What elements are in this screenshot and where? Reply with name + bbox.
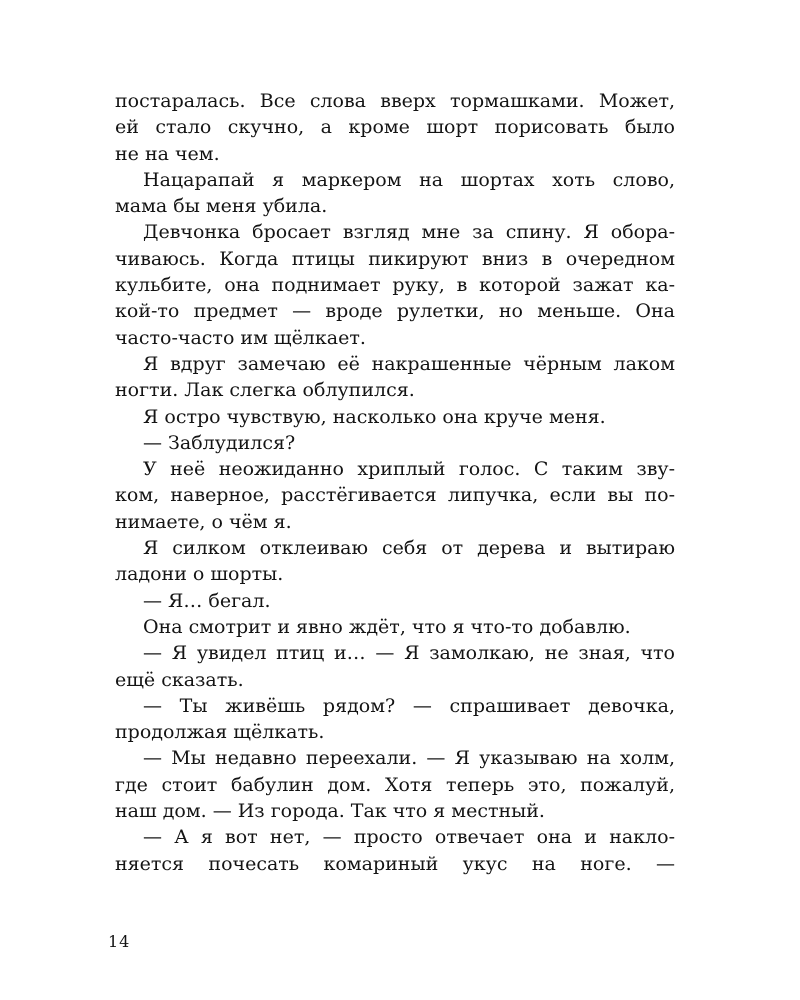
text-line: ногти. Лак слегка облупился. (115, 379, 415, 402)
text-line: часто-часто им щёлкает. (115, 326, 366, 349)
text-line: мама бы меня убила. (115, 195, 328, 218)
text-line: У неё неожиданно хриплый голос. С таким зву- (143, 458, 675, 481)
text-line: ей стало скучно, а кроме шорт порисовать было (115, 116, 675, 139)
text-line: наш дом. — Из города. Так что я местный. (115, 800, 545, 823)
text-line: — Я… бегал. (143, 589, 271, 612)
text-line: — А я вот нет, — просто отвечает она и накло- (143, 826, 675, 849)
text-line: — Заблудился? (143, 431, 296, 454)
text-line: нимаете, о чём я. (115, 510, 292, 533)
text-line: — Мы недавно переехали. — Я указываю на холм, (143, 747, 675, 770)
text-line: постаралась. Все слова вверх тормашками. Может, (115, 90, 675, 112)
text-line: чиваюсь. Когда птицы пикируют вниз в очередном (115, 247, 675, 270)
text-line: кой-то предмет — вроде рулетки, но меньше. Она (115, 300, 675, 323)
text-line: где стоит бабулин дом. Хотя теперь это, пожалуй, (115, 773, 675, 796)
text-line: ладони о шорты. (115, 563, 284, 586)
book-text (115, 88, 675, 877)
text-line: — Я увидел птиц и… — Я замолкаю, не зная, что (143, 642, 675, 665)
text-line: Я вдруг замечаю её накрашенные чёрным лаком (143, 352, 675, 375)
text-line: Она смотрит и явно ждёт, что я что-то добавлю. (143, 615, 631, 638)
text-line: Я силком отклеиваю себя от дерева и вытираю (143, 537, 675, 560)
text-line: Девчонка бросает взгляд мне за спину. Я обора- (143, 221, 675, 244)
text-line: кульбите, она поднимает руку, в которой зажат ка- (115, 274, 675, 297)
text-line: Нацарапай я маркером на шортах хоть слово, (143, 168, 675, 191)
text-line: — Ты живёшь рядом? — спрашивает девочка, (143, 694, 675, 717)
text-line: ещё сказать. (115, 668, 244, 691)
text-line: няется почесать комариный укус на ноге. — (115, 852, 675, 875)
text-line: Я остро чувствую, насколько она круче меня. (143, 405, 606, 428)
text-line: ком, наверное, расстёгивается липучка, если вы по- (115, 484, 675, 507)
text-line: продолжая щёлкать. (115, 721, 325, 744)
page-number: 14 (108, 932, 131, 951)
text-line: не на чем. (115, 142, 220, 165)
